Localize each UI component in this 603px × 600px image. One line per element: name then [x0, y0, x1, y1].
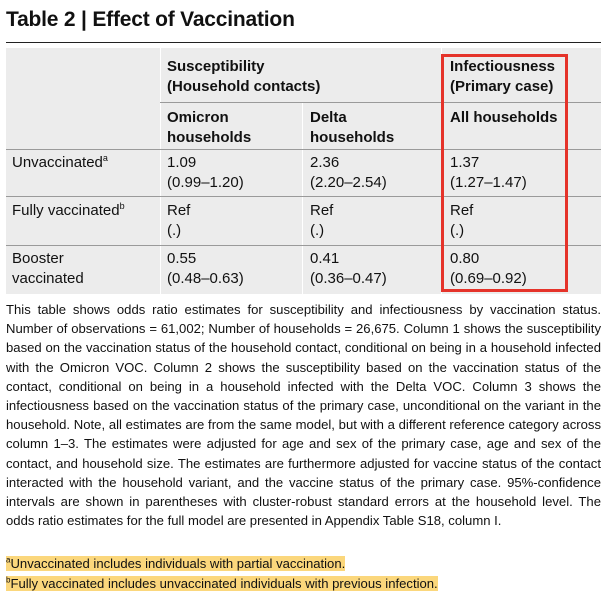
column-divider [160, 48, 161, 294]
confidence-interval: (0.36–0.47) [310, 270, 387, 287]
title-rule [6, 42, 601, 43]
footnote-mark: b [6, 575, 11, 585]
confidence-interval: (2.20–2.54) [310, 174, 387, 191]
row-label-text: Booster [12, 250, 64, 267]
cell-fully-delta [310, 201, 333, 241]
header-susceptibility-line2: (Household contacts) [167, 78, 321, 95]
table-title: Table 2 | Effect of Vaccination [6, 8, 295, 31]
header-infectiousness-line1: Infectiousness [450, 58, 556, 75]
estimate: 0.41 [310, 250, 340, 267]
row-label-fully-vaccinated [12, 201, 125, 221]
estimate: 0.80 [450, 250, 480, 267]
confidence-interval: (1.27–1.47) [450, 174, 527, 191]
row-label-booster [12, 249, 84, 289]
row-label-unvaccinated [12, 153, 108, 173]
confidence-interval: (.) [167, 222, 182, 239]
confidence-interval: (0.69–0.92) [450, 270, 527, 287]
footnote-a-highlight [6, 556, 345, 571]
cell-booster-delta [310, 249, 387, 289]
estimate: 1.37 [450, 154, 480, 171]
confidence-interval: (.) [310, 222, 325, 239]
confidence-interval: (0.48–0.63) [167, 270, 244, 287]
cell-unvaccinated-omicron [167, 153, 244, 193]
header-delta-line1: Delta [310, 109, 347, 126]
confidence-interval: (.) [450, 222, 465, 239]
footnote-b [6, 574, 438, 593]
footnote-a [6, 554, 345, 573]
estimate: Ref [167, 202, 191, 219]
header-infectiousness-line2: (Primary case) [450, 78, 554, 95]
header-susceptibility [167, 57, 320, 97]
table-caption: This table shows odds ratio estimates for susceptibility and infectiousness by vaccination status. Number of observations = 61,002; Number of households = 26,675. Column 1 shows the susceptibility based on the vaccination status of the household contact, conditional on being in a household infected with the Omicron VOC. Column 2 shows the susceptibility based on the vaccination status of the contact, conditional on being in a household infected with the Delta VOC. Column 3 shows the infectiousness based on the vaccination status of the primary case, unconditional on the variant in the household. Note, all estimates are from the same model, but with a different reference category across column 1–3. The estimates were adjusted for age and sex of the primary case, age and sex of the contact, and household size. The estimates are furthermore adjusted for vaccine status of the contact interacted with the household variant, and the vaccine status of the primary case. 95%-confidence intervals are shown in parentheses with cluster-robust standard errors at the household level. The odds ratio estimates for the full model are presented in Appendix Table S18, column I. [6, 302, 601, 529]
infectiousness-highlight-box [441, 54, 568, 292]
header-delta [310, 108, 394, 148]
cell-unvaccinated-delta [310, 153, 387, 193]
estimate: 2.36 [310, 154, 340, 171]
footnote-mark: a [6, 555, 11, 565]
row-label-text: vaccinated [12, 270, 84, 287]
column-divider [302, 102, 303, 294]
footnote-marker: b [119, 201, 125, 211]
header-omicron-line2: households [167, 129, 252, 146]
header-all-households-label: All households [450, 109, 558, 126]
footnote-b-highlight [6, 576, 438, 591]
estimate: 0.55 [167, 250, 197, 267]
header-omicron-line1: Omicron [167, 109, 229, 126]
row-label-text: Unvaccinated [12, 154, 103, 171]
cell-booster-omicron [167, 249, 244, 289]
estimate: 1.09 [167, 154, 197, 171]
row-label-text: Fully vaccinated [12, 202, 120, 219]
footnote-text: Unvaccinated includes individuals with partial vaccination. [10, 556, 346, 571]
cell-fully-omicron [167, 201, 190, 241]
estimate: Ref [310, 202, 334, 219]
header-omicron [167, 108, 251, 148]
header-delta-line2: households [310, 129, 395, 146]
confidence-interval: (0.99–1.20) [167, 174, 244, 191]
footnote-text: Fully vaccinated includes unvaccinated individuals with previous infection. [10, 576, 438, 591]
header-susceptibility-line1: Susceptibility [167, 58, 265, 75]
estimate: Ref [450, 202, 474, 219]
footnote-marker: a [102, 153, 108, 163]
